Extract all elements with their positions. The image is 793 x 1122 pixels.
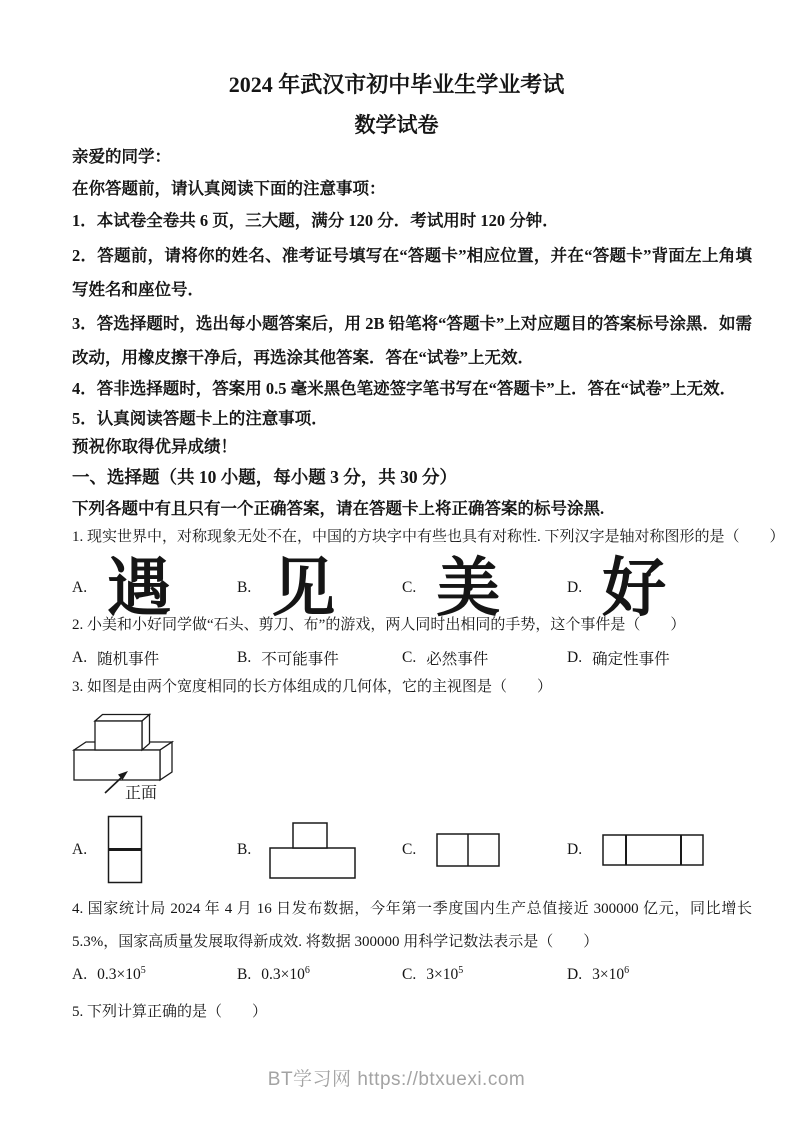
- question-3-stem: 3. 如图是由两个宽度相同的长方体组成的几何体，它的主视图是（ ）: [72, 679, 553, 695]
- question-2-options: [72, 644, 732, 672]
- watermark-text: BT学习网 https://btxuexi.com: [267, 1069, 526, 1090]
- question-3-option-a: [72, 815, 237, 885]
- question-2-stem: 2. 小美和小好同学做“石头、剪刀、布”的游戏，两人同时出相同的手势，这个事件是（ ）: [72, 617, 686, 633]
- question-1-stem: 1. 现实世界中，对称现象无处不在，中国的方块字中有些也具有对称性. 下列汉字是轴对称图形的是（ ）: [72, 529, 785, 545]
- question-2-option-b: [237, 647, 402, 669]
- question-4-option-b: [237, 966, 402, 984]
- question-3-figure: [65, 705, 235, 805]
- question-3-option-b: [237, 821, 402, 879]
- option-c-exponent: 5: [458, 964, 464, 976]
- option-b-text: 不可能事件: [261, 651, 339, 668]
- option-b-label: B.: [237, 649, 252, 666]
- question-4-stem: 4. 国家统计局 2024 年 4 月 16 日发布数据，今年第一季度国内生产总值接近 300000 亿元，同比增长 5.3%，国家高质量发展取得新成效. 将数据 300000 用科学记数法表示是（ ）: [72, 901, 752, 950]
- option-a-base: 0.3×10: [97, 966, 141, 983]
- option-d-label: D.: [567, 841, 583, 858]
- option-d-label: D.: [567, 649, 583, 666]
- option-a-label: A.: [72, 841, 88, 858]
- figure-front-label: 正面: [125, 785, 158, 802]
- question-5-stem: 5. 下列计算正确的是（ ）: [72, 1004, 268, 1020]
- section-heading: 一、选择题（共 10 小题，每小题 3 分，共 30 分）: [72, 467, 457, 487]
- front-view-option-d-shape: [602, 834, 704, 866]
- notice-item-5: 5．认真阅读答题卡上的注意事项．: [72, 409, 328, 428]
- question-2-option-c: [402, 647, 567, 669]
- question-3-option-c: [402, 833, 567, 867]
- option-b-label: B.: [237, 966, 252, 983]
- question-2-option-a: [72, 647, 237, 669]
- option-a-text: 随机事件: [97, 651, 160, 668]
- section-instruction: 下列各题中有且只有一个正确答案，请在答题卡上将正确答案的标号涂黑.: [72, 499, 605, 518]
- question-2-option-d: [567, 647, 732, 669]
- question-3-options: [72, 810, 732, 890]
- option-b-exponent: 6: [304, 964, 310, 976]
- option-b-label: B.: [237, 579, 252, 596]
- notice-item-3: 3．答选择题时，选出每小题答案后，用 2B 铅笔将“答题卡”上对应题目的答案标号涂黑．如需改动，用橡皮擦干净后，再选涂其他答案．答在“试卷”上无效．: [72, 314, 752, 367]
- option-d-exponent: 6: [624, 964, 630, 976]
- front-view-option-a-shape: [107, 815, 143, 885]
- notice-intro-line: 在你答题前，请认真阅读下面的注意事项：: [72, 179, 386, 198]
- page-title: 2024 年武汉市初中毕业生学业考试: [228, 72, 565, 97]
- option-a-label: A.: [72, 649, 88, 666]
- greeting-line: 亲爱的同学：: [72, 147, 171, 166]
- option-a-exponent: 5: [140, 964, 146, 976]
- option-b-character: 见: [271, 552, 336, 624]
- option-c-character: 美: [436, 552, 501, 624]
- option-c-label: C.: [402, 841, 417, 858]
- option-a-label: A.: [72, 966, 88, 983]
- question-4-option-c: [402, 966, 567, 984]
- wish-line: 预祝你取得优异成绩！: [72, 437, 237, 456]
- option-c-text: 必然事件: [426, 651, 489, 668]
- question-4-options: [72, 961, 732, 989]
- option-c-label: C.: [402, 579, 417, 596]
- question-4-option-a: [72, 966, 237, 984]
- question-3-option-d: [567, 834, 732, 866]
- notice-item-1: 1．本试卷全卷共 6 页，三大题，满分 120 分．考试用时 120 分钟．: [72, 211, 559, 230]
- option-b-label: B.: [237, 841, 252, 858]
- option-d-base: 3×10: [592, 966, 625, 983]
- composite-solid-figure: [65, 705, 235, 805]
- option-a-value: [97, 966, 146, 984]
- option-d-label: D.: [567, 579, 583, 596]
- page-subtitle: 数学试卷: [354, 113, 439, 137]
- option-d-value: [592, 966, 629, 984]
- option-b-value: [261, 966, 310, 984]
- notice-item-2: 2．答题前，请将你的姓名、准考证号填写在“答题卡”相应位置，并在“答题卡”背面左上角填写姓名和座位号．: [72, 246, 752, 299]
- option-c-label: C.: [402, 966, 417, 983]
- option-a-label: A.: [72, 579, 88, 596]
- question-4-option-d: [567, 966, 732, 984]
- option-b-base: 0.3×10: [261, 966, 305, 983]
- option-d-text: 确定性事件: [592, 651, 670, 668]
- option-c-base: 3×10: [426, 966, 459, 983]
- option-d-label: D.: [567, 966, 583, 983]
- option-c-label: C.: [402, 649, 417, 666]
- front-view-option-c-shape: [436, 833, 500, 867]
- front-view-option-b-shape: [269, 821, 357, 879]
- option-a-character: 遇: [107, 552, 172, 624]
- notice-item-4: 4．答非选择题时，答案用 0.5 毫米黑色笔迹签字笔书写在“答题卡”上．答在“试卷”上无效．: [72, 379, 737, 398]
- option-c-value: [426, 966, 463, 984]
- option-d-character: 好: [602, 552, 667, 624]
